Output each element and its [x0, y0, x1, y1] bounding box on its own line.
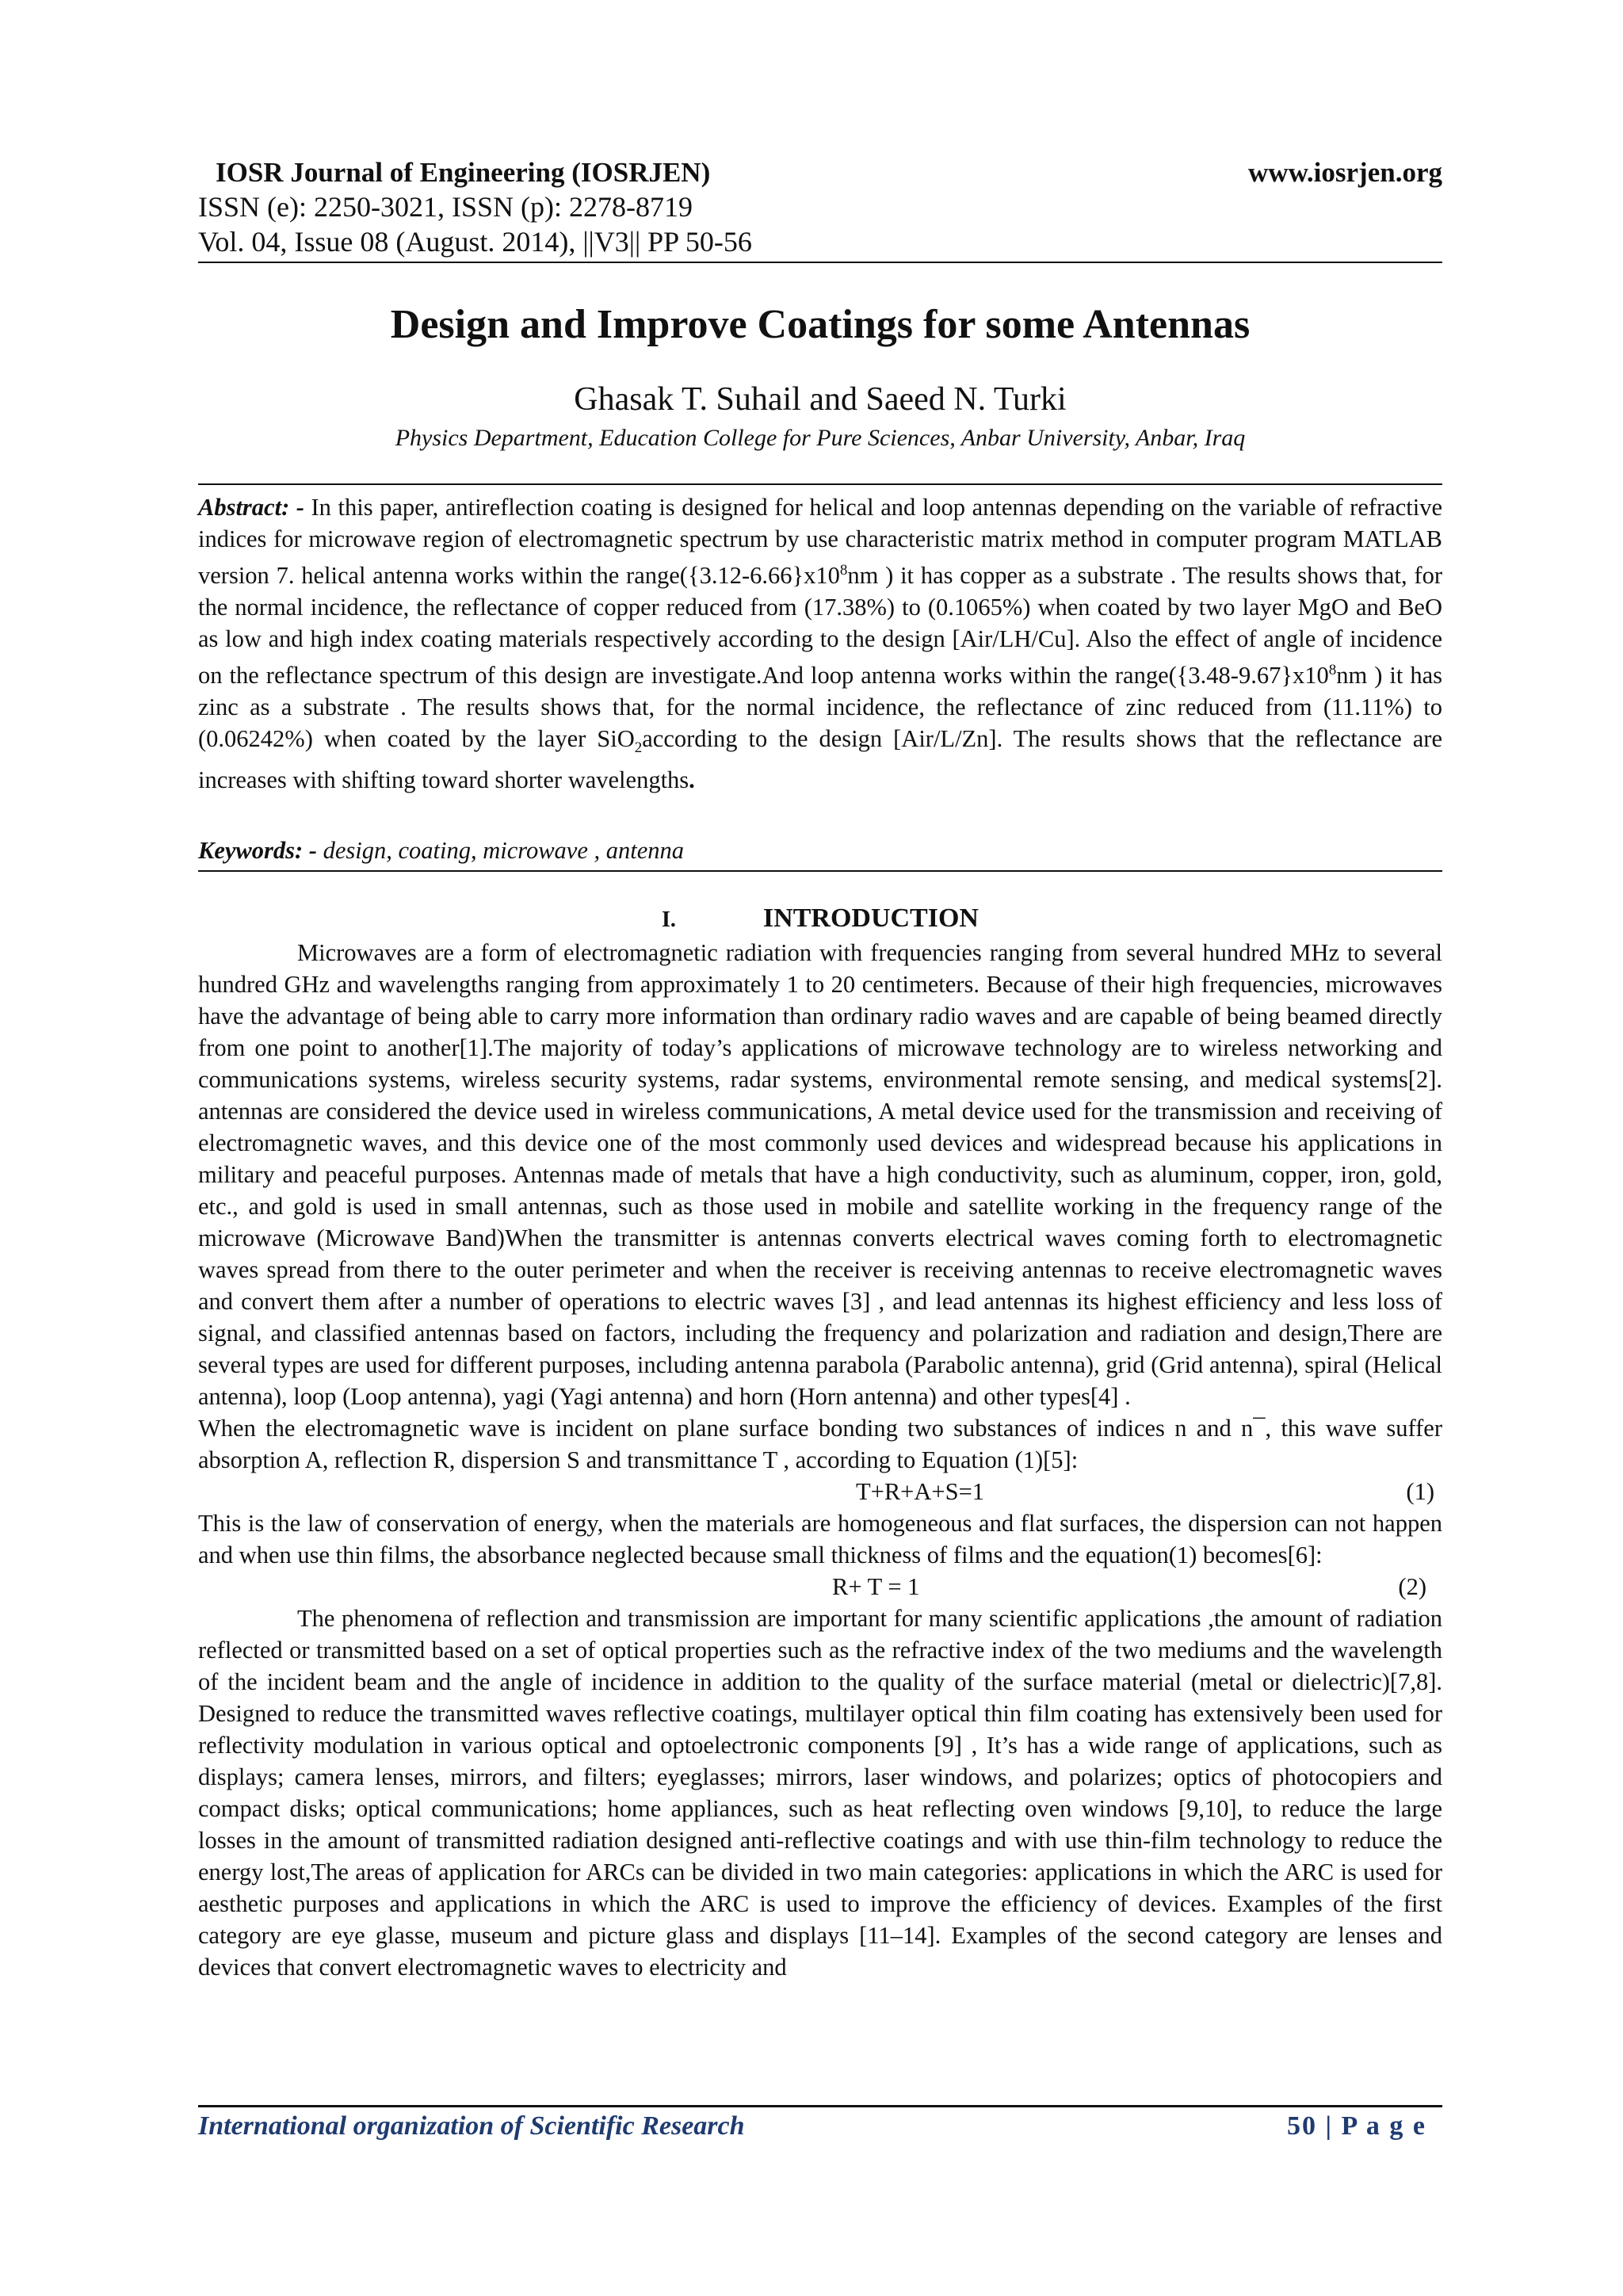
footer-page-number: 50 | P a g e [1287, 2111, 1426, 2141]
abstract-text-2: nm ) it has copper as a substrate . The results shows that, for the normal incidence, the reflectance of copper reduced from (17.38%) to (0.1065%) when coated by two layer MgO and BeO as low and high index coating materials respectively according to the design [Air/LH/Cu]. Also the effect of angle of incidence on the reflectance spectrum of this design are investigate.And loop antenna works within the range({3.48-9.67}x10 [198, 562, 1442, 690]
volume-line: Vol. 04, Issue 08 (August. 2014), ||V3|| PP 50-56 [198, 226, 752, 258]
paper-authors: Ghasak T. Suhail and Saeed N. Turki [574, 381, 1067, 418]
issn-line: ISSN (e): 2250-3021, ISSN (p): 2278-8719 [198, 191, 693, 223]
abstract-top-divider [198, 483, 1442, 485]
keywords-label: Keywords: - [198, 837, 317, 864]
journal-website-link[interactable]: www.iosrjen.org [1248, 157, 1442, 188]
abstract-text-3: nm ) it has zinc as a substrate . The results shows that, for the normal incidence, the reflectance of zinc reduced from (11.11%) to (0.06242%) when coated by the layer SiO [198, 662, 1442, 753]
abstract-subscript: 2 [634, 739, 643, 757]
section-heading-introduction [198, 904, 1442, 934]
intro-paragraph-2: When the electromagnetic wave is incident on plane surface bonding two substances of indices n and n¯, this wave suffer absorption A, reflection R, dispersion S and transmittance T , according to Equation (1)[5]: [198, 1415, 1442, 1473]
footer-divider [198, 2105, 1442, 2107]
author-affiliation: Physics Department, Education College for Pure Sciences, Anbar University, Anbar, Iraq [395, 425, 1246, 451]
equation-1-number: (1) [1406, 1478, 1434, 1505]
journal-name: IOSR Journal of Engineering (IOSRJEN) [216, 157, 711, 188]
keywords-line [198, 837, 1442, 865]
abstract-exponent-2: 8 [1328, 662, 1337, 679]
abstract-exponent-1: 8 [839, 562, 848, 579]
abstract-final-period: . [689, 766, 695, 794]
intro-paragraph-1: Microwaves are a form of electromagnetic radiation with frequencies ranging from several hundred MHz to several hundred GHz and wavelengths ranging from approximately 1 to 20 centimeters. Because of their high frequencies, microwaves have the advantage of being able to carry more information than ordinary radio waves and are capable of being beamed directly from one point to another[1].The majority of today’s applications of microwave technology are to wireless networking and communications systems, wireless security systems, radar systems, environmental remote sensing, and medical systems[2]. antennas are considered the device used in wireless communications, A metal device used for the transmission and receiving of electromagnetic waves, and this device one of the most commonly used devices and widespread because his applications in military and peaceful purposes. Antennas made of metals that have a high conductivity, such as aluminum, copper, iron, gold, etc., and gold is used in small antennas, such as those used in mobile and satellite working in the frequency range of the microwave (Microwave Band)When the transmitter is antennas converts electrical waves coming forth to electromagnetic waves spread from there to the outer perimeter and when the receiver is receiving antennas to receive electromagnetic waves and convert them after a number of operations to electric waves [3] , and lead antennas its highest efficiency and less loss of signal, and classified antennas based on factors, including the frequency and polarization and radiation and design,There are several types are used for different purposes, including antenna parabola (Parabolic antenna), grid (Grid antenna), spiral (Helical antenna), loop (Loop antenna), yagi (Yagi antenna) and horn (Horn antenna) and other types[4] . [198, 939, 1442, 1410]
abstract-block [198, 491, 1442, 796]
abstract-label: Abstract: - [198, 494, 304, 521]
keywords-divider [198, 870, 1442, 872]
equation-1 [198, 1476, 1442, 1507]
introduction-body [198, 937, 1442, 1983]
abstract-text-4: according to the design [Air/L/Zn]. The results shows that the reflectance are increases with shifting toward shorter wavelengths [198, 725, 1442, 794]
header-divider [198, 262, 1442, 263]
equation-2-expression: R+ T = 1 [832, 1573, 920, 1600]
footer-organization: International organization of Scientific Research [198, 2111, 745, 2141]
equation-2-number: (2) [1398, 1573, 1426, 1600]
equation-1-expression: T+R+A+S=1 [856, 1478, 985, 1505]
abstract-text-1: In this paper, antireflection coating is designed for helical and loop antennas depending on the variable of refractive indices for microwave region of electromagnetic spectrum by use characteristic matrix method in computer program MATLAB version 7. helical antenna works within the range({3.12-6.66}x10 [198, 494, 1442, 590]
paper-title: Design and Improve Coatings for some Antennas [390, 302, 1251, 347]
section-number: I. [662, 907, 676, 932]
intro-paragraph-4: The phenomena of reflection and transmission are important for many scientific applications ,the amount of radiation reflected or transmitted based on a set of optical properties such as the refractive index of the two mediums and the wavelength of the incident beam and the angle of incidence in addition to the quality of the surface material (metal or dielectric)[7,8]. Designed to reduce the transmitted waves reflective coatings, multilayer optical thin film coating has extensively been used for reflectivity modulation in various optical and optoelectronic components [9] , It’s has a wide range of applications, such as displays; camera lenses, mirrors, and filters; eyeglasses; mirrors, laser windows, and polarizes; optics of photocopiers and compact disks; optical communications; home appliances, such as heat reflecting oven windows [9,10], to reduce the large losses in the amount of transmitted radiation designed anti-reflective coatings and with use thin-film technology to reduce the energy lost,The areas of application for ARCs can be divided in two main categories: applications in which the ARC is used for aesthetic purposes and applications in which the ARC is used to improve the efficiency of devices. Examples of the first category are eye glasse, museum and picture glass and displays [11–14]. Examples of the second category are lenses and devices that convert electromagnetic waves to electricity and [198, 1605, 1442, 1981]
section-title: INTRODUCTION [762, 904, 979, 933]
intro-paragraph-3: This is the law of conservation of energy, when the materials are homogeneous and flat surfaces, the dispersion can not happen and when use thin films, the absorbance neglected because small thickness of films and the equation(1) becomes[6]: [198, 1510, 1442, 1568]
equation-2 [198, 1571, 1442, 1603]
keywords-text: design, coating, microwave , antenna [316, 837, 685, 864]
